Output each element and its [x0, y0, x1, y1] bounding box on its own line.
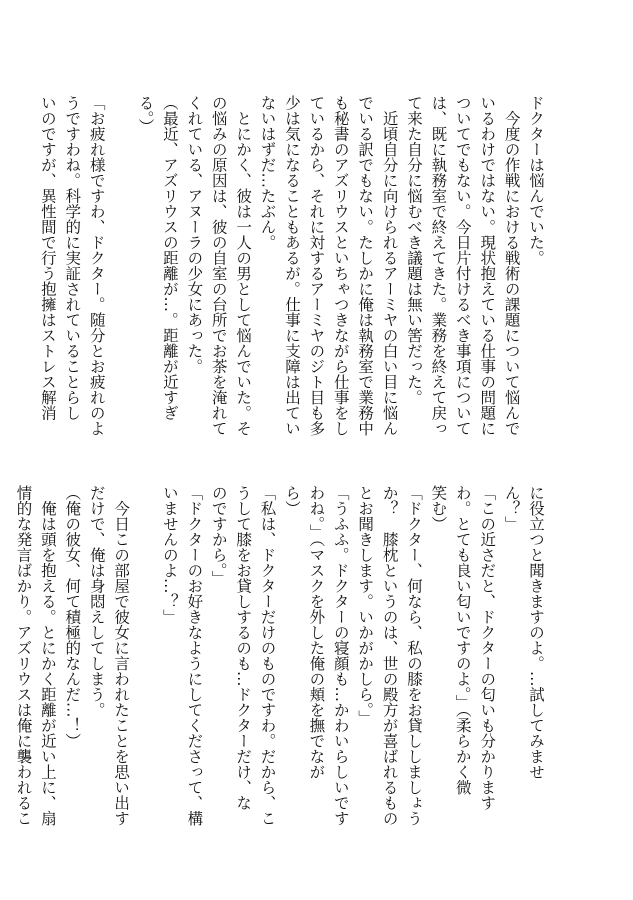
- upper-text-column-block: [35, 95, 548, 475]
- text-line: 「ドクター、何なら、私の膝をお貸ししましょう: [404, 485, 423, 826]
- text-line: ん？」: [502, 485, 521, 532]
- text-line: いませんのよ…？」: [160, 485, 179, 625]
- text-line: 少は気になることもあるが。仕事に支障は出てい: [282, 95, 301, 436]
- text-line: でいる訳でもない。たしかに俺は執務室で業務中: [356, 95, 375, 436]
- text-line: 今日この部屋で彼女に言われたことを思い出す: [112, 485, 131, 826]
- text-line: の悩みの原因は、彼の自室の台所でお茶を淹れて: [209, 95, 228, 436]
- text-line: のですから。」: [209, 485, 228, 586]
- text-line: うですわね。科学的に実証されていることらし: [63, 95, 82, 421]
- text-line: 今度の作戦における戦術の課題について悩んで: [502, 95, 521, 436]
- text-line: ついてでもない。今日片付けるべき事項について: [453, 95, 472, 436]
- text-line: て来た自分に悩むべき議題は無い筈だった。: [404, 95, 423, 405]
- text-line: か？ 膝枕というのは、世の殿方が喜ばれるもの: [380, 485, 399, 826]
- text-line: くれている、アヌーラの少女にあった。: [185, 95, 204, 374]
- text-line: とお聞きします。いかがかしら。」: [356, 485, 375, 726]
- text-line: （俺の彼女、何て積極的なんだ…！）: [63, 485, 82, 749]
- text-line: 「ドクターのお好きなようにしてくださって、構: [185, 485, 204, 826]
- text-line: うして膝をお貸しするのも…ドクターだけ、な: [234, 485, 253, 811]
- text-line: ないはずだ…たぶん。: [258, 95, 277, 250]
- text-line: ドクターは悩んでいた。: [527, 95, 545, 266]
- text-line: わね。」（マスクを外した俺の頬を撫でなが: [307, 485, 326, 780]
- text-line: わ。とても良い匂いですのよ。」（柔らかく微: [453, 485, 472, 795]
- text-line: 俺は頭を抱える。とにかく距離が近い上に、扇: [38, 485, 57, 826]
- text-line: いるわけではない。現状抱えている仕事の問題に: [478, 95, 497, 436]
- text-line: も秘書のアズリウスといちゃつきながら仕事をし: [331, 95, 350, 436]
- text-line: 「お疲れ様ですわ、ドクター。随分とお疲れのよ: [87, 95, 106, 436]
- text-line: だけで、俺は身悶えしてしまう。: [87, 485, 106, 718]
- paragraph-gap: [133, 485, 157, 845]
- text-line: 笑む）: [429, 485, 448, 532]
- text-line: 「うふふ。ドクターの寝顔も…かわいらしいです: [331, 485, 350, 826]
- text-line: 「私は、ドクターだけのものですわ。だから、こ: [258, 485, 277, 826]
- text-line: ら）: [282, 485, 301, 516]
- paragraph-gap: [109, 95, 133, 475]
- text-line: とにかく、彼は一人の男として悩んでいた。そ: [234, 95, 253, 436]
- text-line: 「この近さだと、ドクターの匂いも分かります: [478, 485, 497, 811]
- text-line: は、既に執務室で終えてきた。業務を終えて戻っ: [429, 95, 448, 436]
- text-line: に役立つと聞きますのよ。…試してみませ: [527, 485, 545, 780]
- text-line: 情的な発言ばかり。アズリウスは俺に襲われるこ: [14, 485, 33, 826]
- text-line: ているから、それに対するアーミヤのジト目も多: [307, 95, 326, 436]
- text-line: 近頃自分に向けられるアーミヤの白い目に悩ん: [380, 95, 399, 436]
- lower-text-column-block: [11, 485, 548, 845]
- text-line: る。）: [136, 95, 155, 134]
- text-line: いのですが、異性間で行う抱擁はストレス解消: [38, 95, 57, 421]
- text-line: （最近、アズリウスの距離が…。距離が近すぎ: [160, 95, 179, 421]
